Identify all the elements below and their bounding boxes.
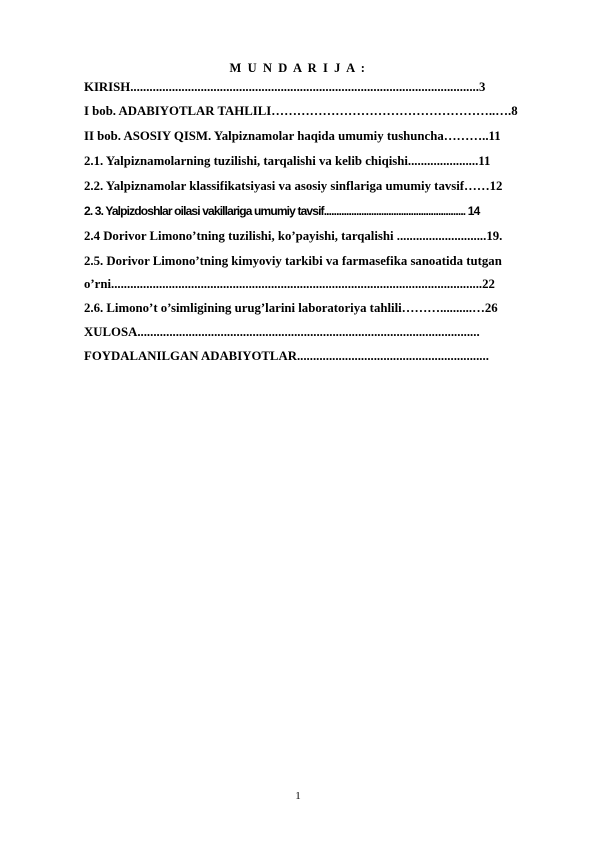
toc-entry-xulosa: XULOSA........................................................................................................... [84,325,480,339]
toc-entry-2-5: 2.5. Dorivor Limono’tning kimyoviy tarkibi va farmasefika sanoatida tutgan [84,254,502,268]
toc-entry-2-1: 2.1. Yalpiznamolarning tuzilishi, tarqalishi va kelib chiqishi......................11 [84,154,491,168]
toc-entry-references: FOYDALANILGAN ADABIYOTLAR............................................................ [84,349,489,363]
toc-entry-2-2: 2.2. Yalpiznamolar klassifikatsiyasi va asosiy sinflariga umumiy tavsif……12 [84,179,503,193]
toc-entry-chapter-1: I bob. ADABIYOTLAR TAHLILI……………………………………………..….8 [84,104,518,118]
table-of-contents-title: M U N D A R I J A : [229,61,367,75]
toc-entry-2-4: 2.4 Dorivor Limono’tning tuzilishi, ko’payishi, tarqalishi ............................19. [84,229,503,243]
toc-entry-2-3: 2. 3. Yalpizdoshlar oilasi vakillariga umumiy tavsif......................................................... 14 [84,204,480,218]
toc-entry-2-6: 2.6. Limono’t o’simligining urug’larini laboratoriya tahlili………..........…26 [84,301,498,315]
toc-entry-chapter-2: II bob. ASOSIY QISM. Yalpiznamolar haqida umumiy tushuncha………..11 [84,129,501,143]
page-number: 1 [295,790,301,802]
toc-entry-2-5-continued: o’rni....................................................................................................................22 [84,277,495,291]
toc-entry-kirish: KIRISH.............................................................................................................3 [84,80,486,94]
